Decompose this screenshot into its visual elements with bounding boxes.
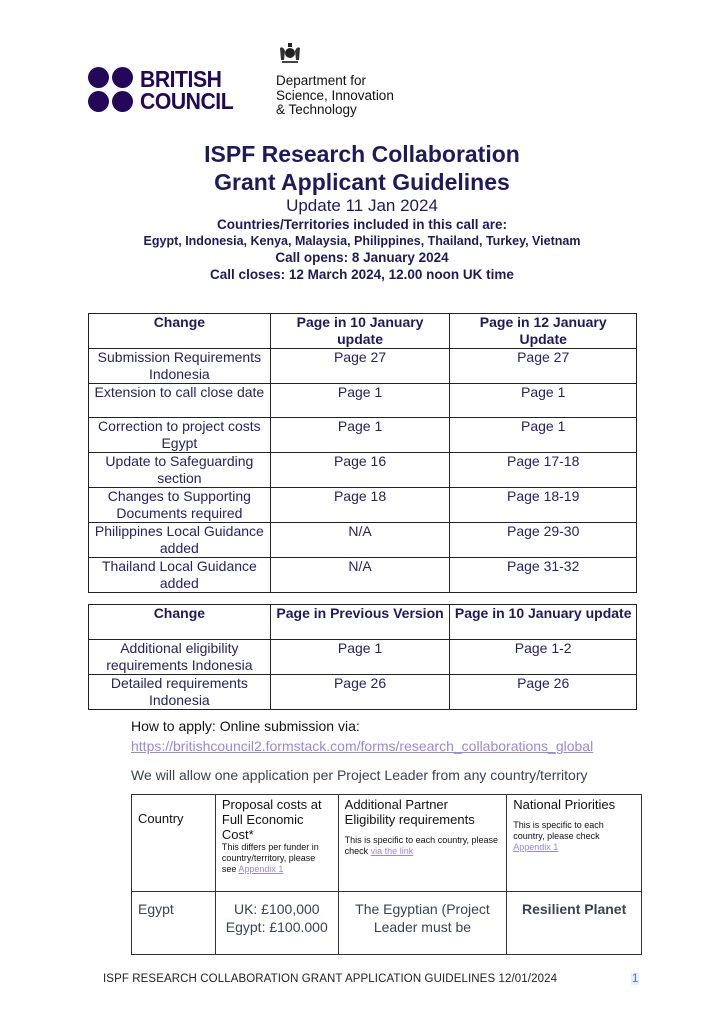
- update-date: Update 11 Jan 2024: [286, 196, 438, 215]
- priorities-appendix-link[interactable]: Appendix 1: [513, 842, 559, 852]
- page-cell: Page 16: [270, 453, 450, 488]
- header-costs: [215, 795, 338, 892]
- changes-table-jan12: [88, 313, 637, 593]
- change-cell: Thailand Local Guidance added: [89, 558, 271, 593]
- changes-table-jan10: [88, 604, 637, 710]
- costs-uk: UK: £100,000: [233, 901, 320, 917]
- countries-label: Countries/Territories included in this call are:: [216, 217, 508, 232]
- how-to-apply: [131, 716, 593, 756]
- page-cell: Page 27: [270, 349, 450, 384]
- page-cell: Page 1-2: [450, 640, 637, 675]
- page-cell: Page 1: [450, 418, 637, 453]
- countries-header-row: [132, 795, 642, 892]
- costs-note: [222, 842, 332, 875]
- table-row: [89, 558, 637, 593]
- page-cell: Page 17-18: [450, 453, 637, 488]
- change-cell: Changes to Supporting Documents required: [89, 488, 271, 523]
- dsit-logo: [276, 42, 394, 118]
- table-row: [89, 640, 637, 675]
- header-eligibility: [338, 795, 507, 892]
- change-cell: Detailed requirements Indonesia: [89, 675, 271, 710]
- page-cell: Page 1: [270, 384, 450, 418]
- header-page-previous: Page in Previous Version: [270, 605, 450, 640]
- eligibility-link[interactable]: via the link: [370, 846, 414, 856]
- call-closes: Call closes: 12 March 2024, 12.00 noon UK time: [210, 267, 514, 282]
- bc-logo-line2: COUNCIL: [140, 88, 234, 114]
- title-block: [0, 140, 724, 283]
- title-line2: Grant Applicant Guidelines: [214, 169, 510, 195]
- page-cell: Page 31-32: [450, 558, 637, 593]
- british-council-logo: [88, 67, 241, 113]
- page-cell: N/A: [270, 523, 450, 558]
- country-row: [132, 892, 642, 955]
- header-page-jan10: Page in 10 January update: [270, 314, 450, 349]
- country-priorities: Resilient Planet: [507, 892, 642, 955]
- page-cell: Page 1: [270, 640, 450, 675]
- header-page-jan10: Page in 10 January update: [450, 605, 637, 640]
- header-country: Country: [132, 795, 216, 892]
- costs-title: Proposal costs at Full Economic Cost*: [221, 797, 322, 842]
- header-change: Change: [89, 314, 271, 349]
- eligibility-note: [345, 835, 501, 857]
- countries-list: Egypt, Indonesia, Kenya, Malaysia, Philippines, Thailand, Turkey, Vietnam: [143, 234, 581, 248]
- page-cell: Page 29-30: [450, 523, 637, 558]
- table-header-row: [89, 314, 637, 349]
- call-opens: Call opens: 8 January 2024: [275, 250, 449, 265]
- page-cell: Page 18: [270, 488, 450, 523]
- page-footer: ISPF RESEARCH COLLABORATION GRANT APPLICATION GUIDELINES 12/01/2024: [103, 973, 558, 985]
- page-cell: Page 26: [450, 675, 637, 710]
- country-name: Egypt: [132, 892, 216, 955]
- table-row: [89, 488, 637, 523]
- country-eligibility: The Egyptian (Project Leader must be: [338, 892, 507, 955]
- british-council-dots-icon: [88, 67, 134, 113]
- page-cell: Page 1: [450, 384, 637, 418]
- table-row: [89, 453, 637, 488]
- page-cell: Page 26: [270, 675, 450, 710]
- header-change: Change: [89, 605, 271, 640]
- costs-appendix-link[interactable]: Appendix 1: [238, 864, 284, 874]
- table-header-row: [89, 605, 637, 640]
- costs-local: Egypt: £100.000: [225, 919, 328, 935]
- change-cell: Extension to call close date: [89, 384, 271, 418]
- change-cell: Correction to project costs Egypt: [89, 418, 271, 453]
- table-row: [89, 418, 637, 453]
- table-row: [89, 523, 637, 558]
- application-limit-note: We will allow one application per Project Leader from any country/territory: [131, 767, 588, 783]
- page-cell: Page 27: [450, 349, 637, 384]
- page-cell: N/A: [270, 558, 450, 593]
- page-cell: Page 1: [270, 418, 450, 453]
- header-priorities: [507, 795, 642, 892]
- change-cell: Philippines Local Guidance added: [89, 523, 271, 558]
- dsit-line1: Department for: [276, 73, 367, 88]
- bc-logo-line1: BRITISH: [140, 66, 222, 92]
- page-cell: Page 18-19: [450, 488, 637, 523]
- dsit-line3: & Technology: [276, 102, 357, 117]
- table-row: [89, 675, 637, 710]
- costs-note-text: This differs per funder in country/territory, please see: [221, 842, 319, 874]
- table-row: [89, 384, 637, 418]
- dsit-line2: Science, Innovation: [276, 87, 394, 103]
- priorities-note: This is specific to each country, please check: [513, 820, 604, 841]
- eligibility-note-text: This is specific to each country, please check: [344, 835, 499, 856]
- change-cell: Additional eligibility requirements Indonesia: [89, 640, 271, 675]
- eligibility-title: Additional Partner Eligibility requirements: [344, 797, 475, 827]
- country-costs: [215, 892, 338, 955]
- table-row: [89, 349, 637, 384]
- apply-label: How to apply: Online submission via:: [131, 718, 360, 734]
- change-cell: Update to Safeguarding section: [89, 453, 271, 488]
- page-number: 1: [632, 973, 639, 985]
- title-line1: ISPF Research Collaboration: [204, 141, 520, 167]
- application-form-link[interactable]: https://britishcouncil2.formstack.com/forms/research_collaborations_global: [131, 738, 594, 754]
- countries-table: [131, 794, 642, 955]
- priorities-title: National Priorities: [513, 797, 616, 812]
- royal-crest-icon: [278, 42, 302, 64]
- header-page-jan12: Page in 12 January Update: [450, 314, 637, 349]
- change-cell: Submission Requirements Indonesia: [89, 349, 271, 384]
